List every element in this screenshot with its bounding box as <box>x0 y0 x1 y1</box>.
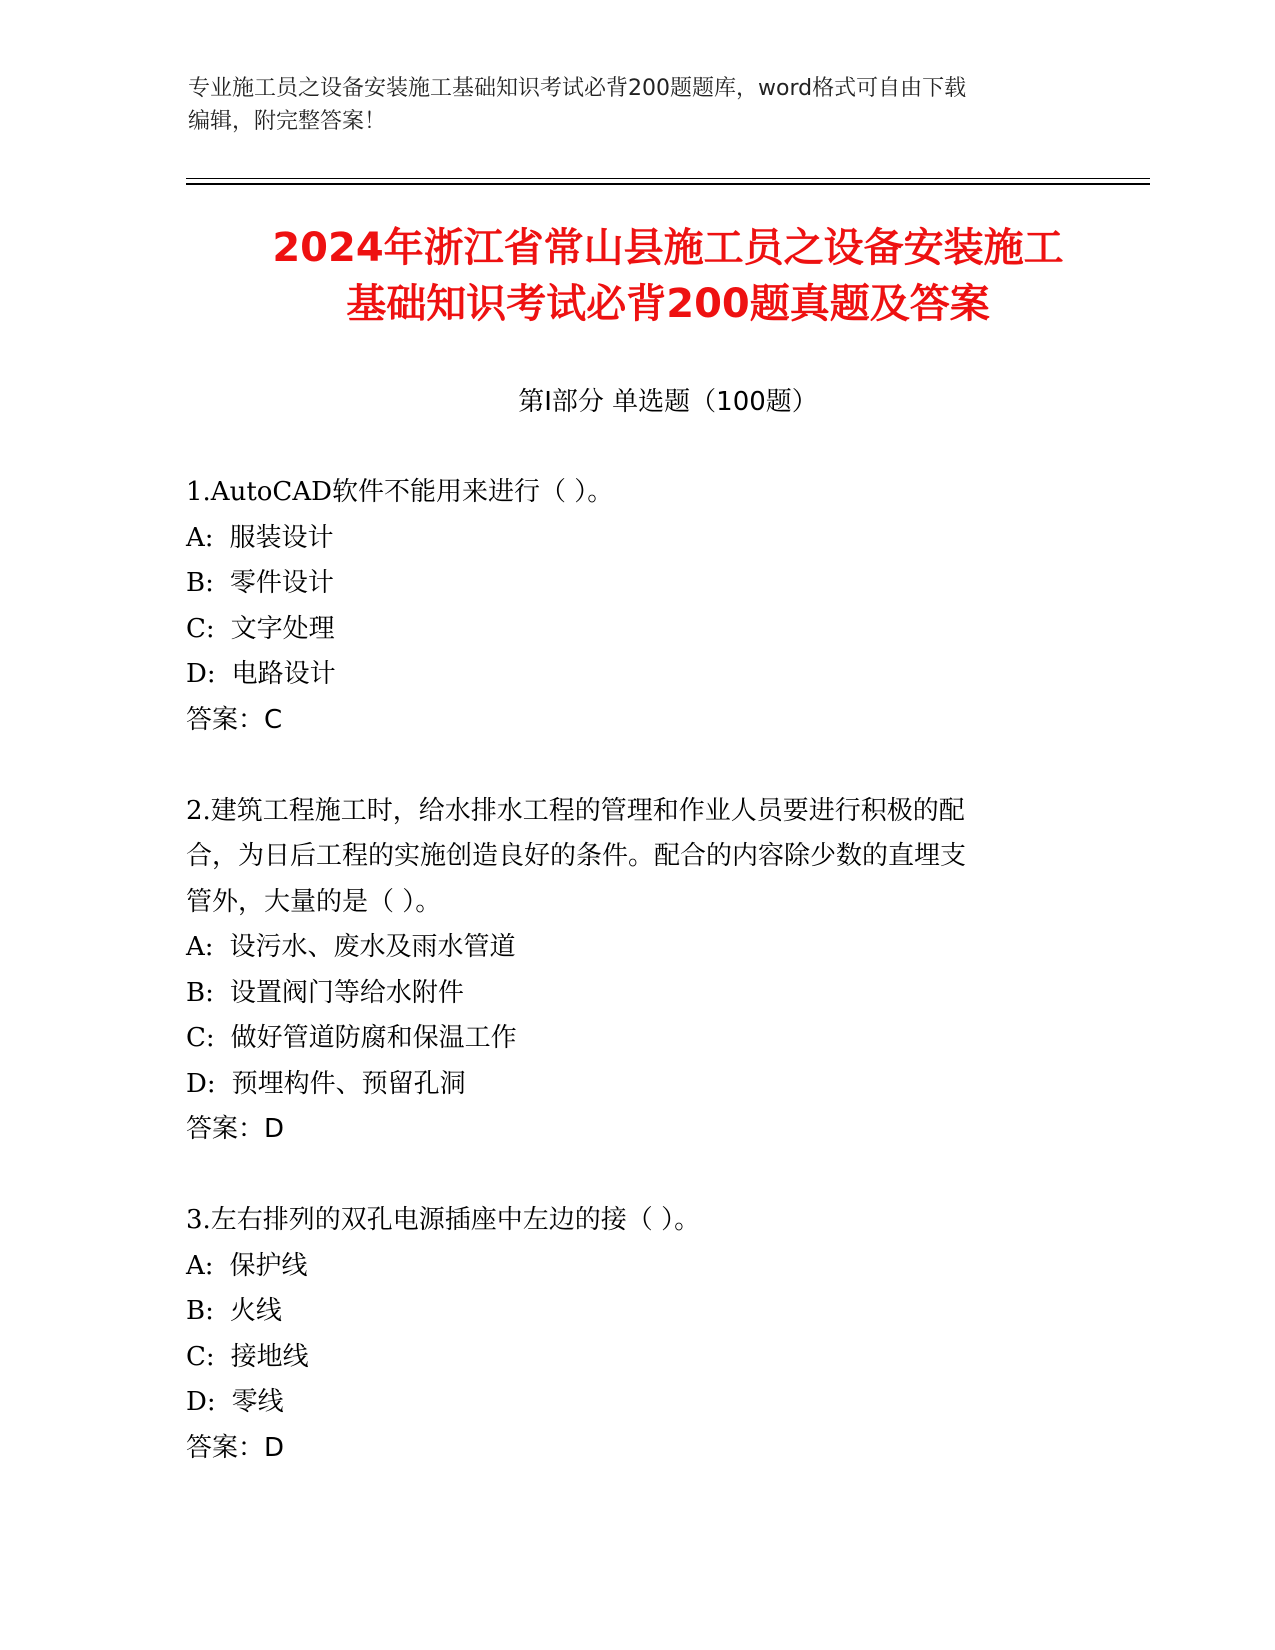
option-letter: C: <box>186 613 215 644</box>
option-b <box>186 971 1066 1017</box>
option-d <box>186 1062 1066 1108</box>
option-letter: C: <box>186 1023 215 1053</box>
question-stem-line: 管外，大量的是（ ）。 <box>186 886 442 917</box>
header-note-line-2: 编辑，附完整答案！ <box>188 109 387 134</box>
option-text: 接地线 <box>230 1341 309 1372</box>
question-list <box>186 470 1066 1471</box>
option-letter: B: <box>186 977 214 1008</box>
answer-line: 答案：D <box>186 1432 285 1463</box>
option-c <box>186 1335 1066 1381</box>
option-c <box>186 607 1066 653</box>
header-divider-thick <box>186 183 1150 185</box>
question-2 <box>186 789 1066 1153</box>
question-stem-line: 2.建筑工程施工时，给水排水工程的管理和作业人员要进行积极的配 <box>186 795 965 826</box>
document-title-line-2: 基础知识考试必背200题真题及答案 <box>346 281 990 327</box>
option-a <box>186 925 1066 971</box>
option-letter: D: <box>186 1387 216 1417</box>
question-stem-line: 3.左右排列的双孔电源插座中左边的接（ ）。 <box>186 1205 701 1235</box>
document-title-line-1: 2024年浙江省常山县施工员之设备安装施工 <box>272 225 1064 271</box>
option-text: 做好管道防腐和保温工作 <box>230 1023 517 1053</box>
option-d <box>186 1380 1066 1426</box>
option-d <box>186 652 1066 698</box>
option-a <box>186 1244 1066 1290</box>
option-letter: C: <box>186 1341 215 1372</box>
option-text: 零线 <box>231 1387 284 1417</box>
option-text: 电路设计 <box>231 659 336 689</box>
option-text: 零件设计 <box>229 568 334 598</box>
header-divider-thin <box>186 178 1150 179</box>
option-letter: A: <box>186 932 214 962</box>
option-letter: D: <box>186 1068 216 1099</box>
option-b <box>186 561 1066 607</box>
option-letter: B: <box>186 1296 214 1326</box>
question-stem-line: 合，为日后工程的实施创造良好的条件。配合的内容除少数的直埋支 <box>186 841 967 871</box>
option-text: 火线 <box>229 1296 282 1326</box>
option-text: 预埋构件、预留孔洞 <box>231 1068 466 1099</box>
option-letter: D: <box>186 659 216 689</box>
section-heading: 第Ⅰ部分 单选题（100题） <box>518 387 818 417</box>
answer-line: 答案：C <box>186 704 283 735</box>
option-text: 设置阀门等给水附件 <box>229 977 464 1008</box>
option-text: 服装设计 <box>229 522 334 553</box>
question-spacer <box>186 1153 1066 1199</box>
header-note <box>188 72 1088 138</box>
option-text: 文字处理 <box>230 613 335 644</box>
option-text: 保护线 <box>229 1250 308 1281</box>
option-letter: A: <box>186 1250 214 1281</box>
header-note-line-1: 专业施工员之设备安装施工基础知识考试必背200题题库，word格式可自由下载 <box>188 76 967 101</box>
option-c <box>186 1016 1066 1062</box>
option-letter: A: <box>186 522 214 553</box>
option-b <box>186 1289 1066 1335</box>
answer-line: 答案：D <box>186 1114 285 1144</box>
document-title <box>186 220 1150 332</box>
question-stem-line: 1.AutoCAD软件不能用来进行（ ）。 <box>186 477 614 507</box>
option-a <box>186 516 1066 562</box>
question-spacer <box>186 743 1066 789</box>
option-text: 设污水、废水及雨水管道 <box>229 932 516 962</box>
question-1 <box>186 470 1066 743</box>
option-letter: B: <box>186 568 214 598</box>
question-3 <box>186 1198 1066 1471</box>
